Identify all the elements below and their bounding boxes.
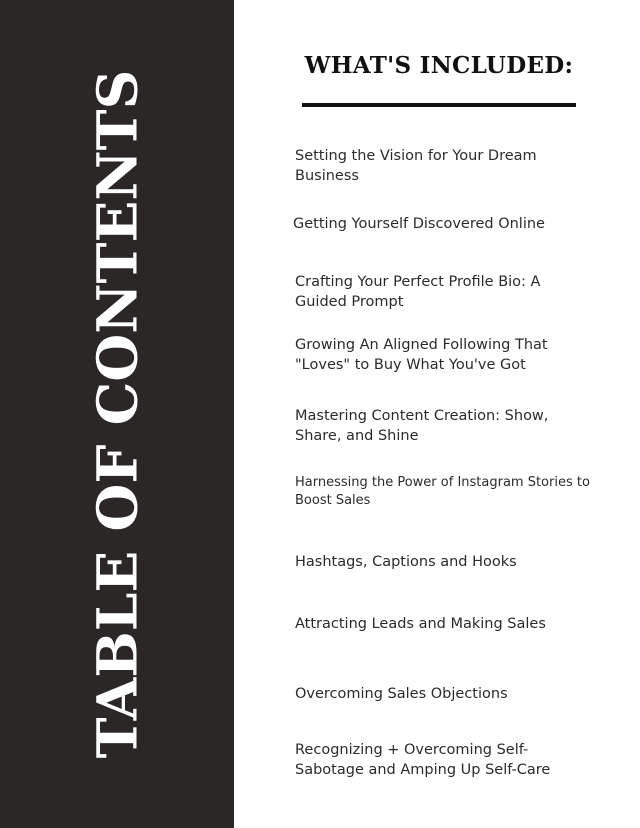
- toc-item-content-creation: Mastering Content Creation: Show, Share, and Shine: [295, 408, 549, 444]
- toc-item-hashtags: Hashtags, Captions and Hooks: [295, 554, 517, 570]
- toc-item-self-sabotage: Recognizing + Overcoming Self-Sabotage and Amping Up Self-Care: [295, 742, 551, 778]
- toc-item-discovered: Getting Yourself Discovered Online: [293, 216, 545, 232]
- page-heading: WHAT'S INCLUDED:: [304, 52, 574, 79]
- toc-item-profile-bio: Crafting Your Perfect Profile Bio: A Guided Prompt: [295, 274, 541, 310]
- sidebar-panel: [0, 0, 234, 828]
- toc-item-vision: Setting the Vision for Your Dream Business: [295, 148, 537, 184]
- toc-item-instagram-stories: Harnessing the Power of Instagram Stories to Boost Sales: [295, 475, 590, 508]
- sidebar-title: TABLE OF CONTENTS: [84, 69, 150, 759]
- toc-item-objections: Overcoming Sales Objections: [295, 686, 508, 702]
- heading-divider: [302, 103, 576, 107]
- toc-item-following: Growing An Aligned Following That "Loves" to Buy What You've Got: [295, 337, 548, 373]
- toc-item-leads-sales: Attracting Leads and Making Sales: [295, 616, 546, 632]
